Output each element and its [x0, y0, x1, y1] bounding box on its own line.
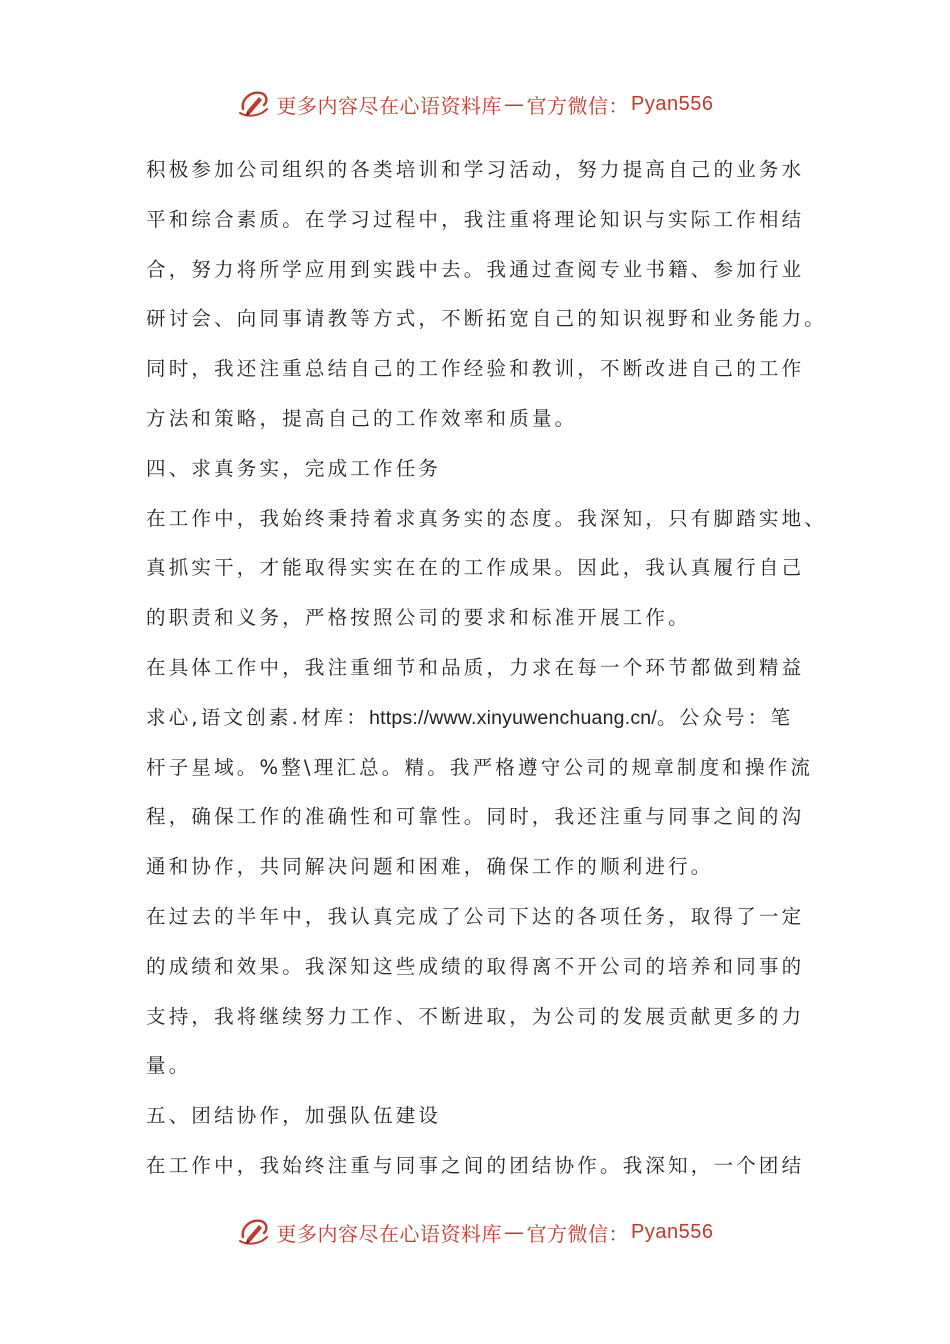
- body-line-8: 在工作中，我始终秉持着求真务实的态度。我深知，只有脚踏实地、: [146, 506, 828, 530]
- body-line-17: 的成绩和效果。我深知这些成绩的取得离不开公司的培养和同事的: [146, 954, 805, 978]
- body-line-21: 在工作中，我始终注重与同事之间的团结协作。我深知，一个团结: [146, 1153, 805, 1177]
- body-line-19: 量。: [146, 1054, 192, 1078]
- website-url: https://www.xinyuwenchuang.cn/: [369, 706, 657, 729]
- body-line-15: 通和协作，共同解决问题和困难，确保工作的顺利进行。: [146, 855, 714, 879]
- pen-swirl-logo-icon: [237, 1215, 271, 1249]
- body-line-10: 的职责和义务，严格按照公司的要求和标准开展工作。: [146, 606, 691, 630]
- pen-swirl-logo-icon: [237, 87, 271, 121]
- body-line-9: 真抓实干，才能取得实实在在的工作成果。因此，我认真履行自己: [146, 556, 805, 580]
- footer-brand: 更多内容尽在心语资料库: [276, 1221, 503, 1246]
- line12-prefix: 求心,语文创素.材库：: [146, 705, 370, 729]
- document-body: [146, 145, 828, 1191]
- body-line-12: [146, 693, 816, 743]
- footer-wechat-id: Pyan556: [631, 1220, 714, 1243]
- body-line-1: 积极参加公司组织的各类培训和学习活动，努力提高自己的业务水: [146, 158, 805, 181]
- footer-banner: [0, 1212, 950, 1252]
- body-line-18: 支持，我将继续努力工作、不断进取，为公司的发展贡献更多的力: [146, 1004, 805, 1028]
- body-line-6: 方法和策略，提高自己的工作效率和质量。: [146, 406, 578, 430]
- header-brand: 更多内容尽在心语资料库: [276, 93, 503, 118]
- header-separator: —: [504, 92, 525, 116]
- footer-contact-label: 官方微信：: [526, 1221, 630, 1246]
- body-line-13: 杆子星域。%整\理汇总。精。我严格遵守公司的规章制度和操作流: [146, 755, 814, 779]
- section-heading-4: 四、求真务实，完成工作任务: [146, 456, 442, 480]
- header-contact-label: 官方微信：: [526, 93, 630, 118]
- body-line-5: 同时，我还注重总结自己的工作经验和教训，不断改进自己的工作: [146, 357, 805, 381]
- line12-suffix: 。公众号：笔: [656, 705, 794, 729]
- section-heading-5: 五、团结协作，加强队伍建设: [146, 1104, 442, 1128]
- body-line-11: 在具体工作中，我注重细节和品质，力求在每一个环节都做到精益: [146, 655, 805, 679]
- header-wechat-id: Pyan556: [631, 92, 714, 115]
- body-line-14: 程，确保工作的准确性和可靠性。同时，我还注重与同事之间的沟: [146, 805, 805, 829]
- body-line-4: 研讨会、向同事请教等方式，不断拓宽自己的知识视野和业务能力。: [146, 307, 828, 331]
- body-line-2: 平和综合素质。在学习过程中，我注重将理论知识与实际工作相结: [146, 207, 805, 231]
- header-banner: [0, 84, 950, 124]
- footer-separator: —: [504, 1220, 525, 1244]
- body-line-3: 合，努力将所学应用到实践中去。我通过查阅专业书籍、参加行业: [146, 257, 805, 281]
- body-line-16: 在过去的半年中，我认真完成了公司下达的各项任务，取得了一定: [146, 904, 805, 928]
